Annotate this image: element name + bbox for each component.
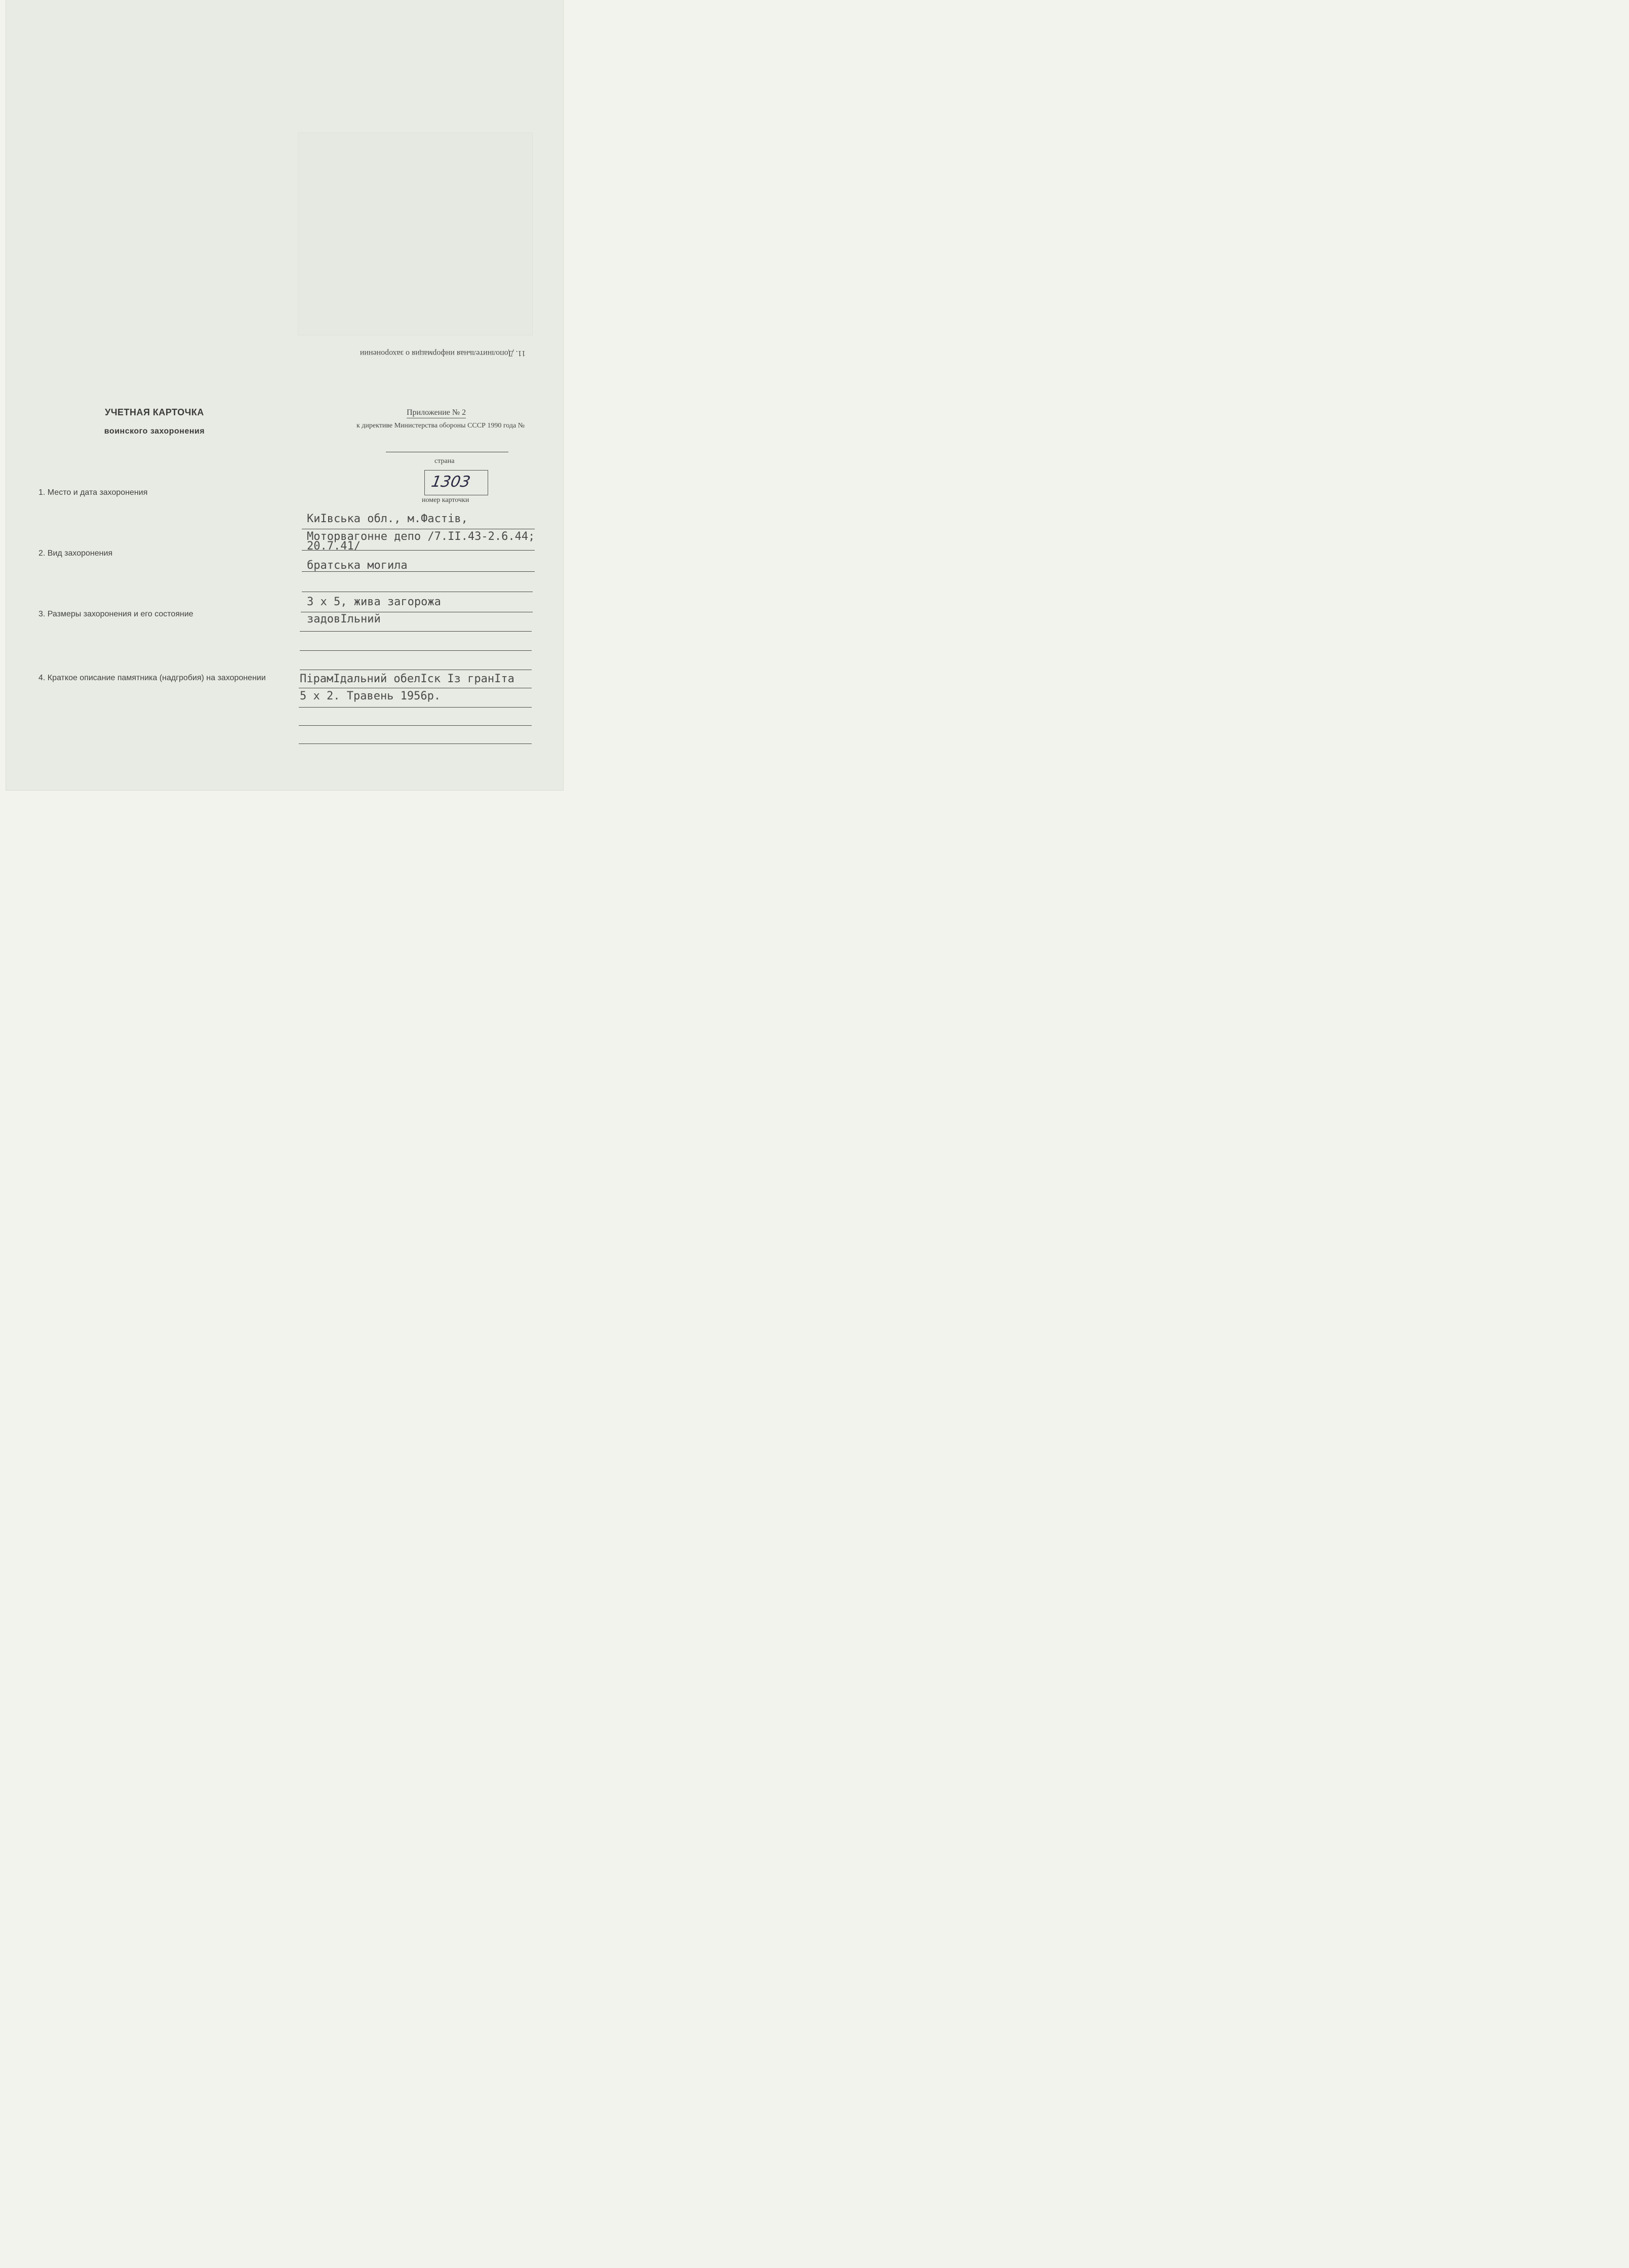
directive-text: к директиве Министерства обороны СССР 1990 года № — [356, 422, 525, 429]
item-2-label: 2. Вид захоронения — [38, 549, 113, 558]
item-3-label: 3. Размеры захоронения и его состояние — [38, 610, 193, 618]
document-background — [0, 0, 570, 794]
card-number-value: 1303 — [429, 473, 472, 491]
field-line — [299, 707, 532, 708]
form-title: УЧЕТНАЯ КАРТОЧКА — [105, 407, 204, 417]
item-3-line-2: задовІльний — [307, 613, 381, 625]
card-number-label: номер карточки — [422, 496, 469, 504]
photo-placeholder-frame — [298, 133, 533, 335]
field-line — [300, 650, 532, 651]
field-line — [300, 631, 532, 632]
item-4-line-2: 5 х 2. Травень 1956р. — [300, 690, 441, 702]
item-1-line-3: 20.7.41/ — [307, 540, 361, 553]
field-line — [299, 725, 532, 726]
item-1-line-1: КиІвська обл., м.Фастів, — [307, 513, 468, 525]
item-3-line-1: 3 х 5, жива загорожа — [307, 596, 441, 608]
item-2-line-1: братська могила — [307, 559, 408, 572]
country-label: страна — [434, 457, 455, 465]
form-subtitle: воинского захоронения — [104, 427, 205, 436]
rotated-section-heading: 11. Дополнительная информация о захоронении — [360, 349, 526, 358]
item-4-label: 4. Краткое описание памятника (надгробия) на захоронении — [38, 674, 266, 682]
field-line — [302, 550, 535, 551]
item-1-label: 1. Место и дата захоронения — [38, 488, 148, 497]
item-4-line-1: ПірамІдальний обелІск Із гранІта — [300, 673, 514, 685]
field-line — [302, 571, 535, 572]
item-1-line-2: Моторвагонне депо /7.II.43-2.6.44; — [307, 530, 535, 543]
paper-sheet — [6, 0, 563, 790]
appendix-label: Приложение № 2 — [407, 408, 466, 418]
